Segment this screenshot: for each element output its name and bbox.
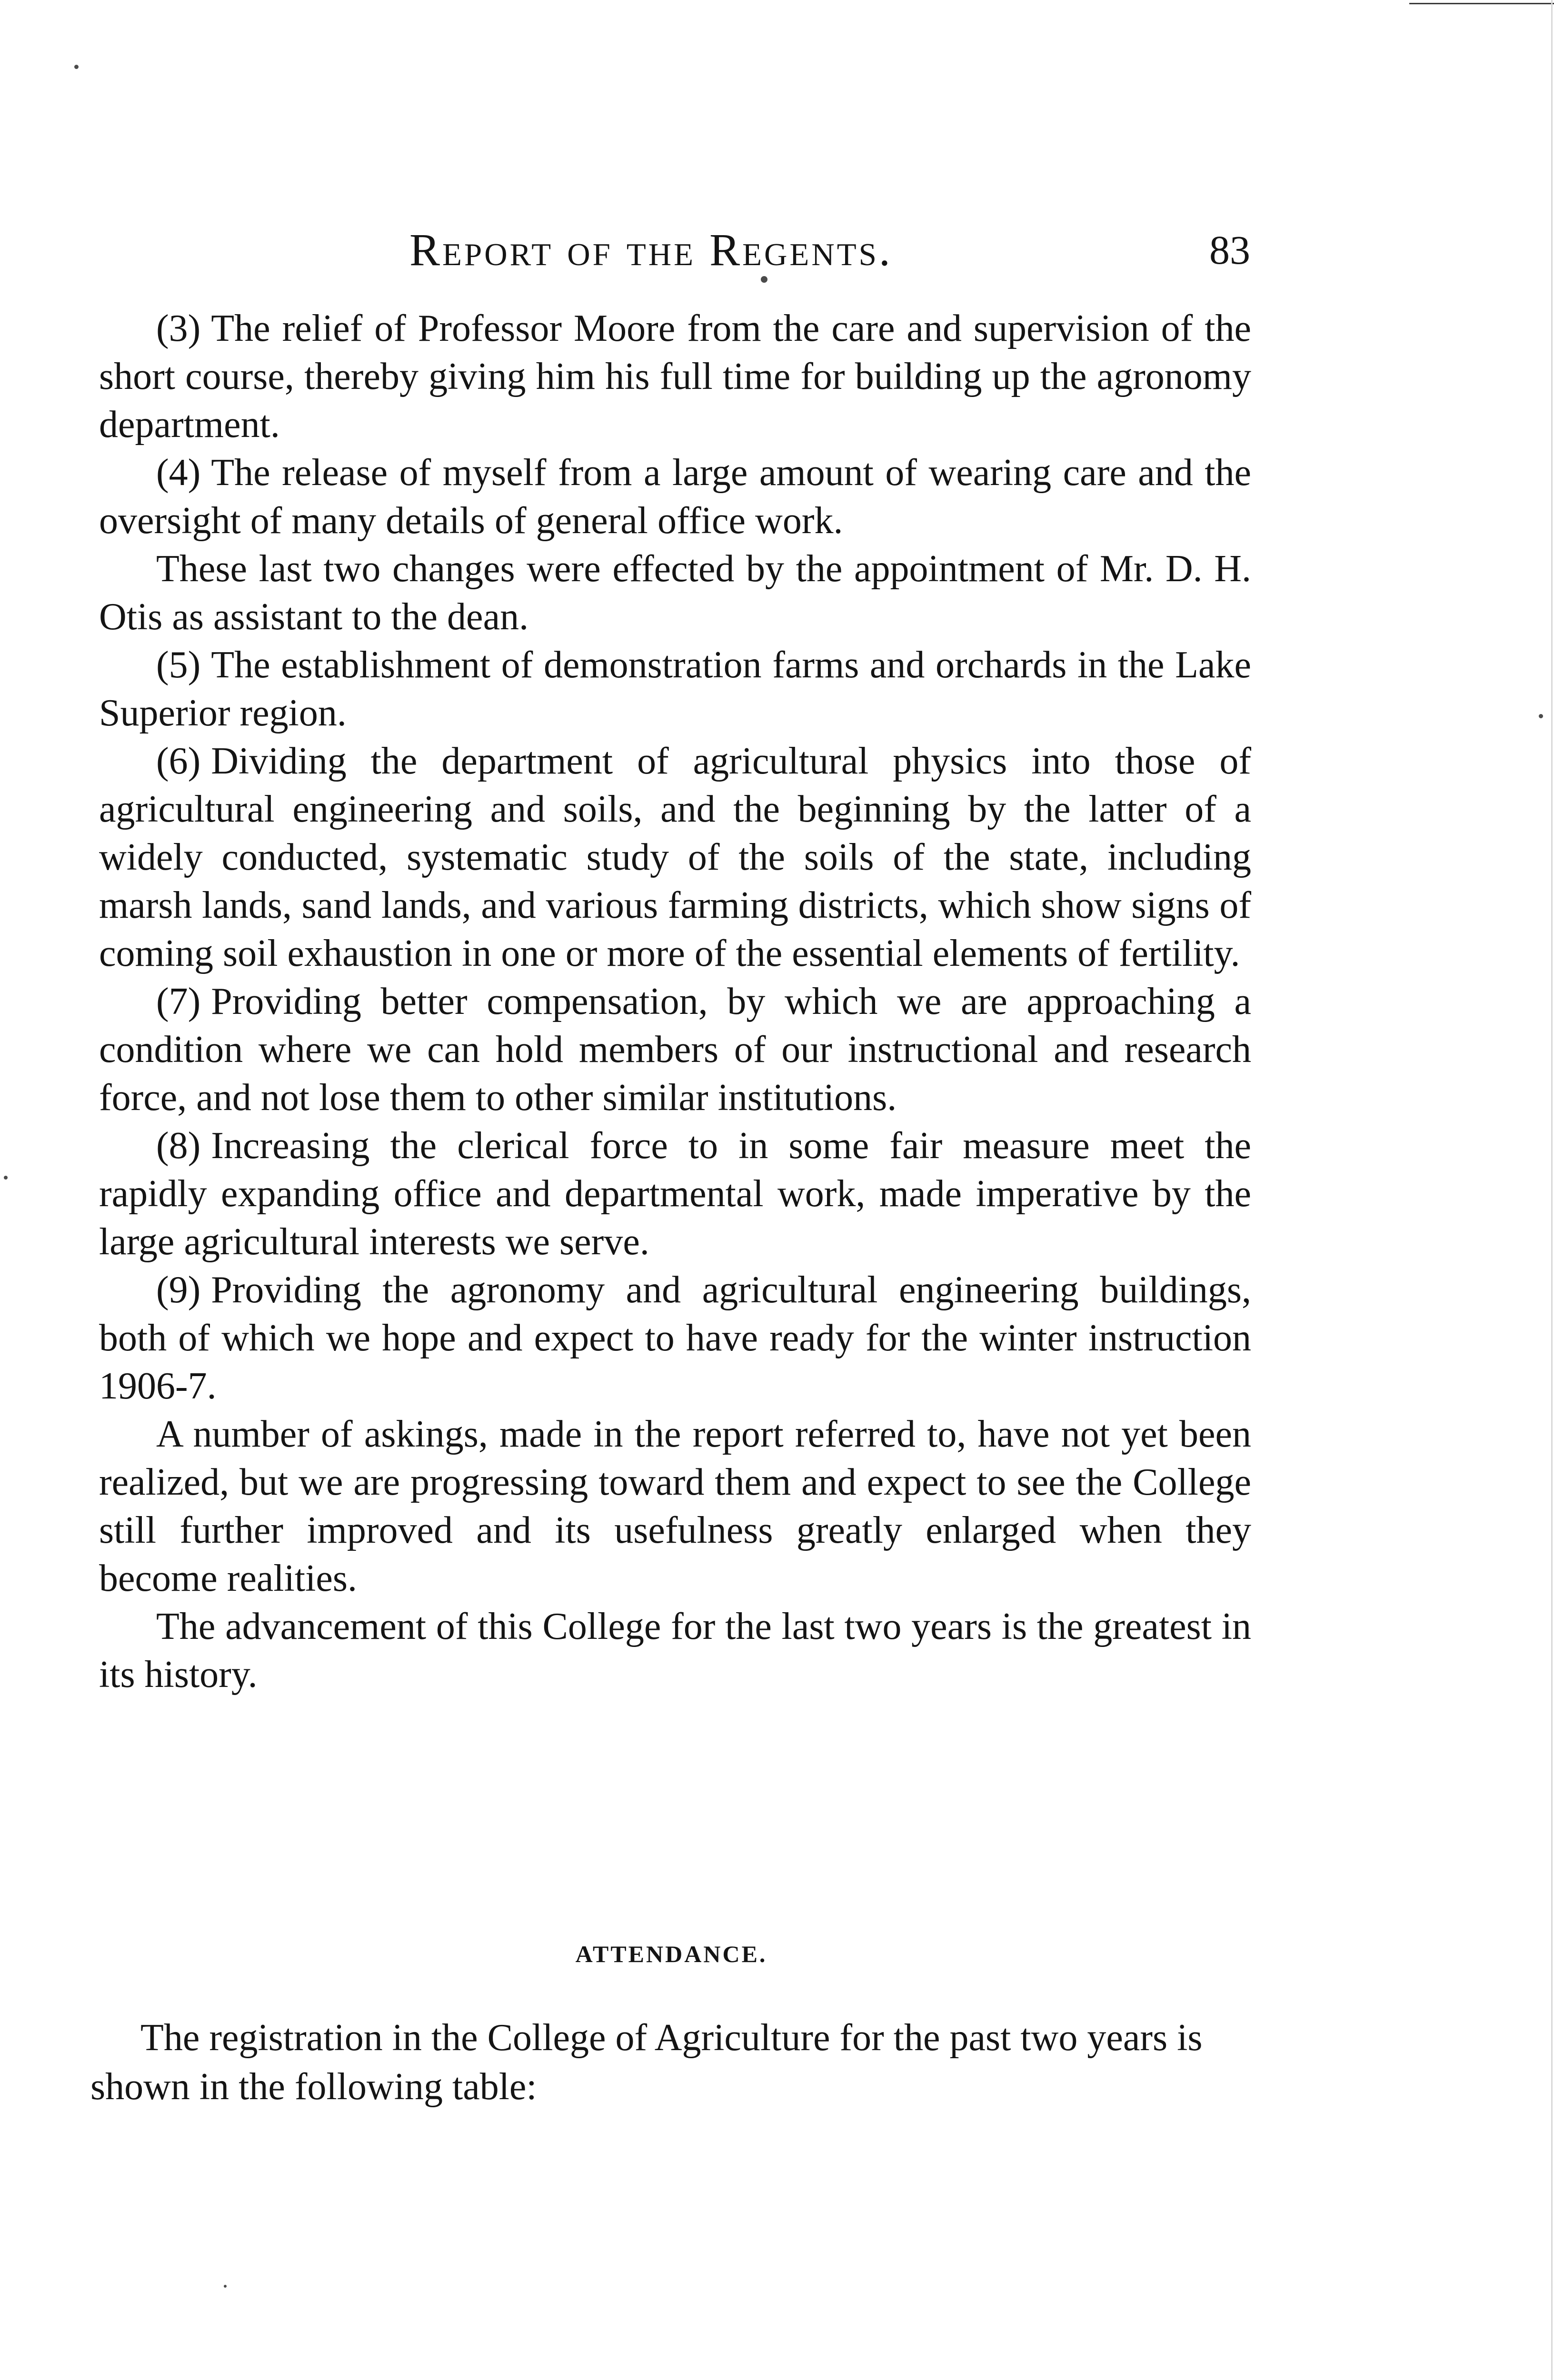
paragraph-text: The establishment of demonstration farms and orchards in the Lake Superior region. [99,644,1251,734]
item-number: (4) [156,452,201,494]
ink-speck-3 [1539,714,1543,718]
body-text [99,305,1251,1699]
page-number: 83 [1209,227,1250,273]
ink-speck-1 [74,65,79,69]
paragraph-advancement [99,1603,1251,1699]
paragraph-askings [99,1410,1251,1603]
paragraph-text: The release of myself from a large amount of wearing care and the oversight of many details of general office work. [99,452,1251,542]
page-edge-top-line [1409,3,1554,4]
paragraph-text: Dividing the department of agricultural physics into those of agricultural engineering and soils, and the beginning by the latter of a widely conducted, systematic study of the soils of the state, including marsh lands, sand lands, and various farming districts, which show signs of coming soil exhaustion in one or more of the essential elements of fertility. [99,740,1251,974]
page-edge-right-line [1551,0,1553,2380]
ink-speck-5 [224,2285,227,2288]
paragraph-item-9 [99,1266,1251,1410]
paragraph-text: Increasing the clerical force to in some fair measure meet the rapidly expanding office and departmental work, made imperative by the large agricultural interests we serve. [99,1125,1251,1263]
running-title: Report of the Regents. [409,224,893,275]
paragraph-item-8 [99,1122,1251,1266]
paragraph-text: The relief of Professor Moore from the care and supervision of the short course, thereby giving him his full time for building up the agronomy department. [99,307,1251,446]
attendance-section [90,1937,1252,2112]
paragraph-item-6 [99,737,1251,978]
paragraph-text: Providing the agronomy and agricultural engineering buildings, both of which we hope and expect to have ready for the winter instruction 1906-7. [99,1269,1251,1407]
paragraph-text: These last two changes were effected by the appointment of Mr. D. H. Otis as assistant to the dean. [99,548,1251,638]
paragraph-text: A number of askings, made in the report referred to, have not yet been realized, but we are progressing toward them and expect to see the College still further improved and its usefulness greatly enlarged when they become realities. [99,1413,1251,1599]
ink-speck-4 [4,1176,8,1180]
paragraph-item-3 [99,305,1251,449]
section-heading: ATTENDANCE. [575,1941,767,1967]
item-number: (5) [156,644,201,686]
paragraph-text: Providing better compensation, by which we are approaching a condition where we can hold members of our instructional and research force, and not lose them to other similar institutions. [99,981,1251,1119]
paragraph-appointment [99,545,1251,641]
item-number: (3) [156,307,201,349]
item-number: (8) [156,1125,201,1167]
item-number: (9) [156,1269,201,1311]
paragraph-item-5 [99,641,1251,737]
paragraph-item-7 [99,978,1251,1122]
paragraph-item-4 [99,449,1251,545]
paragraph-text: The advancement of this College for the last two years is the greatest in its history. [99,1606,1251,1696]
item-number: (7) [156,981,201,1022]
attendance-paragraph: The registration in the College of Agriculture for the past two years is shown in the following table: [90,2017,1203,2108]
page-header [409,224,1266,281]
item-number: (6) [156,740,201,782]
